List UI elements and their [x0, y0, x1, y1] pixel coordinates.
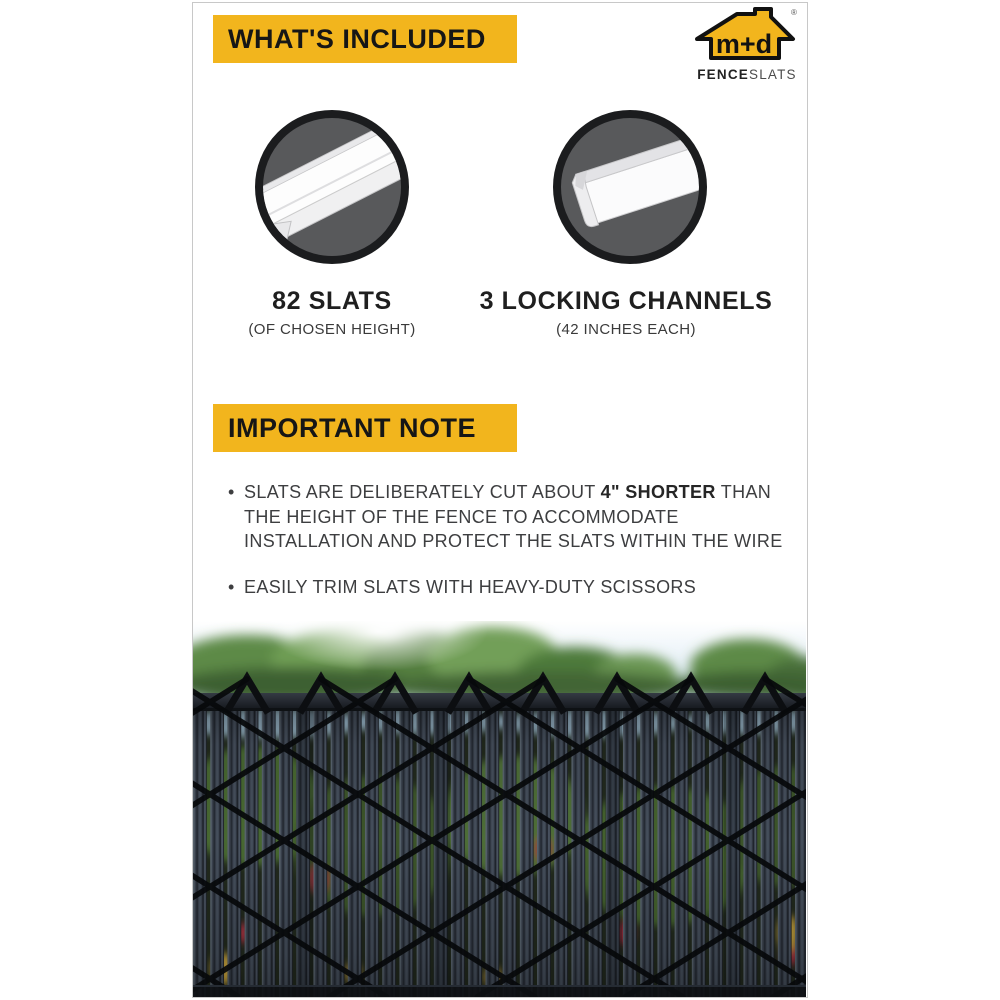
locking-channel-icon: [561, 118, 699, 256]
slats-count-subtitle: (OF CHOSEN HEIGHT): [248, 321, 416, 338]
slat-icon: [263, 118, 401, 256]
note-bullet-1: [228, 480, 784, 554]
note-bullet-2: [228, 575, 784, 600]
slats-count-title: 82 SLATS: [272, 287, 392, 315]
wordmark-fence: FENCE: [697, 67, 749, 82]
important-note-title: IMPORTANT NOTE: [228, 412, 476, 443]
whats-included-title: WHAT'S INCLUDED: [228, 23, 486, 54]
whats-included-banner: [213, 15, 517, 63]
bullet-1-text-cont: THAN THE HEIGHT OF THE FENCE TO ACCOMMODATE INSTALLATION AND PROTECT THE SLATS WITHIN THE WIRE: [244, 482, 783, 551]
wordmark-slats: SLATS: [749, 67, 797, 82]
locking-channels-product-image: [553, 110, 707, 264]
fence-photo: [193, 621, 806, 997]
channels-count-title: 3 LOCKING CHANNELS: [479, 287, 773, 315]
fence-photo-illustration: [193, 621, 806, 997]
md-letters: m+d: [715, 29, 773, 59]
bullet-2-text: EASILY TRIM SLATS WITH HEAVY-DUTY SCISSORS: [244, 576, 697, 597]
md-house-logo-icon: [695, 7, 799, 61]
bullet-1-bold-text: 4" SHORTER: [600, 482, 716, 502]
important-note-banner: [213, 404, 517, 452]
slats-product-image: [255, 110, 409, 264]
bullet-1-text: SLATS ARE DELIBERATELY CUT ABOUT: [244, 482, 601, 502]
fence-bottom-rail: [193, 987, 806, 997]
slats-caption: [201, 287, 463, 338]
fenceslats-wordmark: [689, 67, 805, 82]
infographic-card: [192, 2, 808, 998]
brand-logo: [689, 7, 805, 82]
note-bullet-list: [228, 480, 784, 620]
registered-mark: ®: [791, 8, 797, 17]
locking-channels-caption: [476, 287, 776, 338]
channels-count-subtitle: (42 INCHES EACH): [556, 321, 696, 338]
